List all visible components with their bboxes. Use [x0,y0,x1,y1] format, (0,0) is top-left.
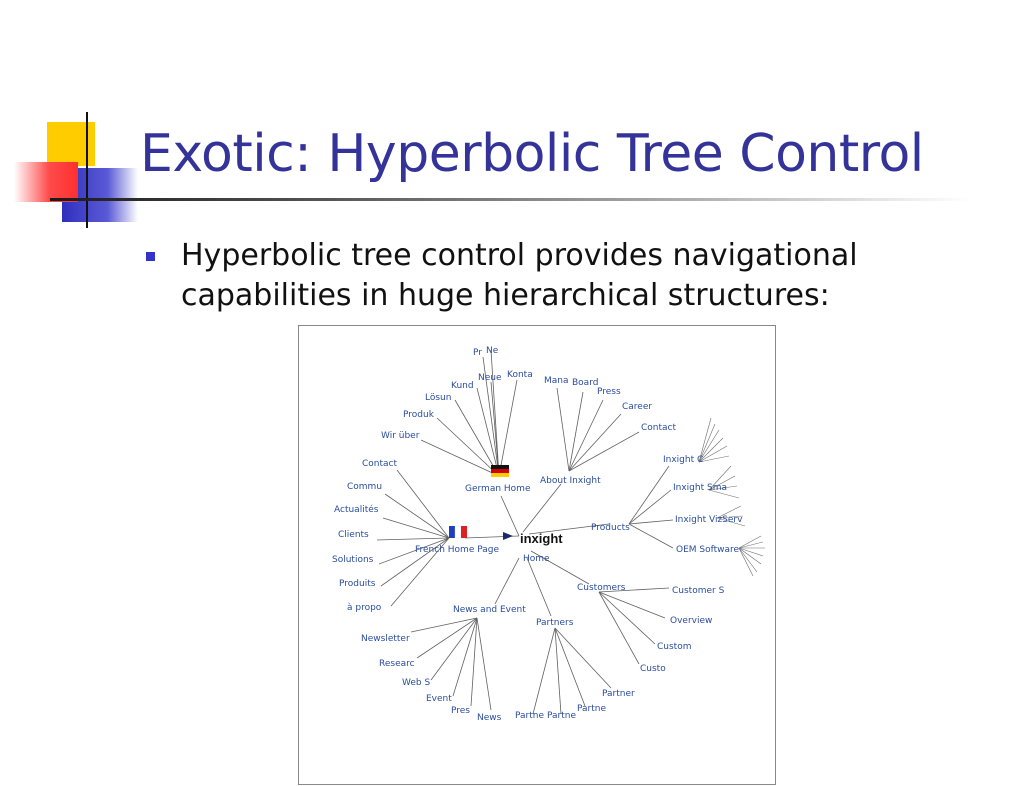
tree-leaf[interactable]: Clients [338,530,369,540]
tree-leaf[interactable]: Ne [486,346,499,356]
title-underline [50,198,970,201]
tree-leaf[interactable]: Partner [602,689,635,699]
tree-leaf[interactable]: Researc [379,659,415,669]
tree-leaf[interactable]: Board [572,378,599,388]
node-french-home[interactable]: French Home Page [415,545,500,555]
german-flag-icon [491,465,509,477]
tree-leaf[interactable]: Inxight Sma [673,483,727,493]
bullet-marker [146,252,155,261]
node-customers[interactable]: Customers [577,583,626,593]
tree-leaf[interactable]: Pr [473,348,482,358]
inxight-logo-icon [503,532,513,540]
tree-leaf[interactable]: Produk [403,410,434,420]
tree-leaf[interactable]: Pres [451,706,470,716]
tree-leaf[interactable]: Inxight C [663,455,704,465]
hyperbolic-tree-view[interactable] [298,325,776,785]
french-flag-icon [449,526,467,538]
tree-leaf[interactable]: Lösun [425,393,452,403]
tree-leaf[interactable]: Kund [451,381,474,391]
tree-leaf[interactable]: Overview [670,616,713,626]
tree-leaf[interactable]: Newsletter [361,634,410,644]
slide-title: Exotic: Hyperbolic Tree Control [140,124,924,184]
tree-leaf[interactable]: OEM Software [676,545,740,555]
tree-leaf[interactable]: Custom [657,642,692,652]
tree-leaf[interactable]: Customer S [672,586,725,596]
brand-label: inxight [520,531,563,546]
tree-leaf[interactable]: Inxight VizServ [675,515,743,525]
tree-leaf[interactable]: à propo [347,603,382,613]
tree-leaf[interactable]: Custo [640,664,666,674]
bullet-line-2: capabilities in huge hierarchical structures: [181,278,830,313]
tree-leaf[interactable]: Mana [544,376,569,386]
tree-leaf[interactable]: Contact [362,459,398,469]
tree-leaf[interactable]: Wir über [381,431,420,441]
tree-leaf[interactable]: Produits [339,579,376,589]
tree-leaf[interactable]: Web S [402,678,431,688]
tree-leaf[interactable]: Partne [547,711,577,721]
tree-leaf[interactable]: Commu [347,482,383,492]
tree-edges [377,350,765,714]
tree-leaf[interactable]: Partne [577,704,607,714]
tree-leaf[interactable]: News [477,713,502,723]
tree-leaf[interactable]: Solutions [332,555,374,565]
tree-leaf[interactable]: Career [622,402,653,412]
tree-leaf[interactable]: Event [426,694,452,704]
bullet-line-1: Hyperbolic tree control provides navigational [181,238,858,273]
bullet-text [181,236,901,316]
tree-leaf[interactable]: Contact [641,423,677,433]
tree-leaf[interactable]: Actualités [334,505,379,515]
tree-leaf[interactable]: Neue [478,373,502,383]
node-products[interactable]: Products [591,523,630,533]
root-label: Home [523,554,550,564]
root-node[interactable] [503,531,563,564]
tree-leaf[interactable]: Konta [507,370,533,380]
tree-leaf[interactable]: Press [597,387,621,397]
tree-leaf[interactable]: Partne [515,711,545,721]
node-about[interactable]: About Inxight [540,476,601,486]
node-german-home[interactable]: German Home [465,484,531,494]
slide-logo [0,0,140,240]
node-partners[interactable]: Partners [536,618,574,628]
node-news-events[interactable]: News and Event [453,605,526,615]
